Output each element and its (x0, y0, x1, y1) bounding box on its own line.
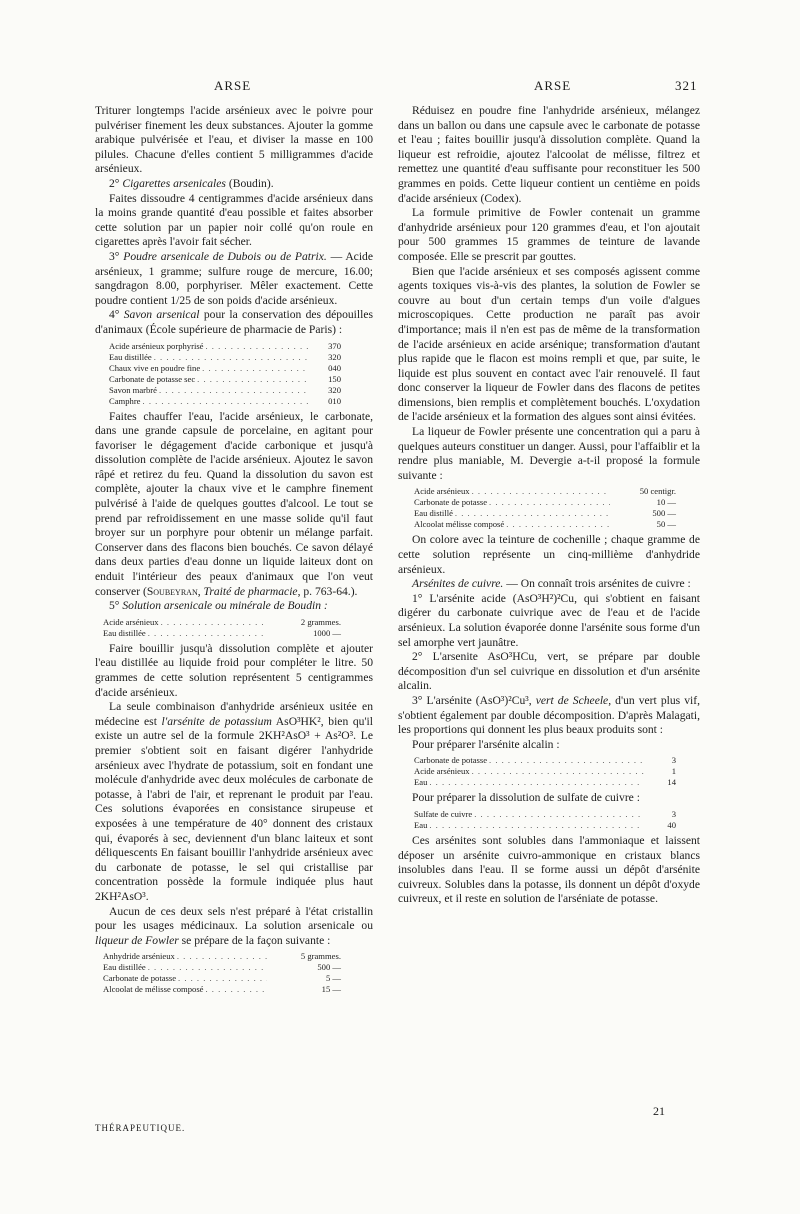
ingredient-name: Carbonate de potasse (414, 497, 488, 508)
ingredient-name: Carbonate de potasse (103, 973, 177, 984)
recipe-table (414, 486, 676, 530)
section-text: — Acide arsénieux, 1 gramme; sulfure rouge de mercure, 16.00; sangdragon 8.00, porphyriser. Mêler exactement. Cette poudre contient 1/25 de son poids d'acide arsénieux. (95, 249, 373, 307)
table-row (414, 519, 676, 530)
paragraph: Faites dissoudre 4 centigrammes d'acide arsénieux dans la moins grande quantité d'eau possible et faites absorber cette solution par un papier noir collé qu'on roule en cigarettes après l'avoir fait sécher. (95, 191, 373, 249)
ingredient-amount: 2 grammes. (300, 616, 341, 627)
ingredient-amount: 50 — (656, 519, 676, 530)
table-row (109, 341, 341, 352)
ingredient-amount: 40 (667, 819, 676, 830)
ingredient-amount: 15 — (321, 984, 341, 995)
right-column (398, 104, 700, 907)
ingredient-name: Acide arsénieux (103, 616, 159, 627)
paragraph: Arsénites de cuivre. — On connaît trois arsénites de cuivre : (412, 577, 691, 591)
section-title: Cigarettes arsenicales (122, 176, 226, 190)
ingredient-name: Eau (414, 777, 428, 788)
ingredient-name: Sulfate de cuivre (414, 808, 473, 819)
ingredient-name: Savon marbré (109, 384, 157, 395)
ingredient-amount: 50 centigr. (639, 486, 676, 497)
ingredient-amount: 1000 — (313, 627, 341, 638)
table-row (103, 984, 341, 995)
emphasis: l'arsénite de potassium (161, 714, 272, 728)
section-title: Savon arsenical (123, 308, 200, 322)
paragraph: Ces arsénites sont solubles dans l'ammoniaque et laissent déposer un arsénite cuivro-ammonique en cristaux blancs insolubles dans l'eau. Il se forme aussi un dépôt d'arsénite cuivreux. Solubles dans la potasse, ils donnent un dépôt d'oxyde cuivreux, et il reste en solution de l'arséniate de potasse. (398, 833, 700, 906)
ingredient-name: Camphre (109, 395, 141, 406)
ingredient-name: Eau distillé (414, 508, 453, 519)
paragraph: Faire bouillir jusqu'à dissolution complète et ajouter l'eau distillée au liquide froid pour compléter le litre. 50 grammes de cette solution représentent 5 centigrammes d'acide arsénieux. (95, 641, 373, 699)
table-row (109, 352, 341, 363)
table-row (414, 486, 676, 497)
left-column (95, 104, 373, 998)
table-row (414, 755, 676, 766)
ingredient-amount: 3 (671, 755, 676, 766)
paragraph: 3° L'arsénite (AsO³)²Cu³, vert de Scheele, d'un vert plus vif, s'obtient également par double décomposition. D'après Malagati, les proportions qui donnent les plus beaux produits sont : (398, 693, 700, 737)
citation-author: Soubeyran (146, 584, 198, 598)
ingredient-amount: 500 — (317, 962, 341, 973)
emphasis: liqueur de Fowler (95, 933, 179, 947)
ingredient-amount: 320 (328, 351, 341, 362)
recipe-table (103, 951, 341, 995)
section-heading (95, 177, 373, 192)
ingredient-name: Carbonate de potasse (414, 755, 488, 766)
ingredient-amount: 500 — (652, 508, 676, 519)
section-number: 2° (109, 176, 120, 190)
ingredient-name: Acide arsénieux (414, 486, 470, 497)
ingredient-amount: 10 — (656, 497, 676, 508)
citation-work: Traité de pharmacie (203, 584, 298, 598)
table-row (414, 497, 676, 508)
table-row (414, 777, 676, 788)
ingredient-name: Chaux vive en poudre fine (109, 362, 201, 373)
recipe-table (103, 617, 341, 639)
table-row (414, 766, 676, 777)
recipe-table (109, 341, 341, 407)
paragraph: La seule combinaison d'anhydride arsénieux usitée en médecine est l'arsénite de potassium AsO³HK², bien qu'il existe un autre sel de la formule 2KH²AsO³ + As²O³. Le premier s'obtient soit en faisant digérer l'anhydride arsénieux avec l'hydrate de potassium, soit en fondant une molécule d'anhydride avec deux molécules de carbonate de potasse, à l'abri de l'air, et reprenant le produit par l'eau. Ces solutions évaporées en consistance sirupeuse et exposées à une température de 40° donnent des cristaux qui, évaporés à sec, deviennent d'un blanc laiteux et sont déliquescents En faisant bouillir l'anhydride arsénieux avec du carbonate de potasse, le sel qui cristallise par concentration possède la formule indiquée plus haut 2KH²AsO³. (95, 700, 373, 903)
ingredient-amount: 010 (328, 395, 341, 406)
paragraph: Pour préparer la dissolution de sulfate de cuivre : (412, 791, 640, 805)
recipe-table (414, 809, 676, 831)
section-text: pour la conservation des dépouilles d'animaux (École supérieure de pharmacie de Paris) : (95, 308, 373, 336)
table-row (414, 820, 676, 831)
table-row (109, 385, 341, 396)
section-title: Poudre arsenicale de Dubois ou de Patrix. (123, 249, 327, 263)
paragraph: Triturer longtemps l'acide arsénieux avec le poivre pour pulvériser finement les deux substances. Ajouter la gomme arabique pulvérisée et l'eau, et diviser la masse en 100 pilules. Chacune d'elles contient 5 milligrammes d'acide arsénieux. (95, 104, 373, 176)
ingredient-amount: 14 (667, 777, 676, 788)
table-row (414, 508, 676, 519)
ingredient-name: Eau distillée (109, 351, 152, 362)
table-row (414, 809, 676, 820)
paragraph: Réduisez en poudre fine l'anhydride arsénieux, mélangez dans un ballon ou dans une capsule avec le carbonate de potasse et l'eau ; faites bouillir jusqu'à dissolution complète. Quand la liqueur est refroidie, ajoutez l'alcoolat de mélisse, filtrez et remettez une quantité d'eau suffisante pour reconstituer les 500 grammes en poids. Cette liqueur contient un centième en poids d'acide arsénieux (Codex). (398, 104, 700, 205)
paragraph: 2° L'arsenite AsO³HCu, vert, se prépare par double décomposition d'un sel cuivrique en dissolution et d'un arsénite alcalin. (398, 650, 700, 693)
signature-mark: 21 (653, 1104, 665, 1118)
left-running-head: ARSE (214, 78, 252, 93)
ingredient-name: Eau distillée (103, 627, 146, 638)
ingredient-amount: 5 — (325, 973, 341, 984)
section-heading (95, 599, 373, 614)
section-title: Solution arsenicale ou minérale de Boudin : (122, 599, 328, 613)
ingredient-name: Alcoolat mélisse composé (414, 519, 505, 530)
section-number: 3° (109, 249, 120, 263)
ingredient-amount: 3 (671, 808, 676, 819)
paragraph: Pour préparer l'arsénite alcalin : (412, 737, 560, 751)
ingredient-name: Anhydride arsénieux (103, 951, 175, 962)
section-source: (Boudin). (228, 176, 274, 190)
table-row (103, 628, 341, 639)
paragraph: Aucun de ces deux sels n'est préparé à l'état cristallin pour les usages médicinaux. La solution arsenicale ou liqueur de Fowler se prépare de la façon suivante : (95, 904, 373, 947)
printer-signature: THÉRAPEUTIQUE. (95, 1123, 186, 1133)
recipe-table (414, 755, 676, 788)
paragraph: Faites chauffer l'eau, l'acide arsénieux, le carbonate, dans une grande capsule de porcelaine, en agitant pour favoriser le dégagement d'acide carbonique et jusqu'à dissolution complète de l'acide arsénieux. Ajoutez le savon râpé et retirez du feu. Quand la dissolution du savon est complète, ajouter la chaux vive et le camphre finement pulvérisé à l'aide de quelques gouttes d'alcool. Le tout se prend par refroidissement en une masse solide qu'il faut broyer sur un porphyre pour obtenir un mélange parfait. Conserver dans des flacons bien bouchés. Ce savon délayé dans deux parties d'eau donne un liquide laiteux dont on enduit l'intérieur des peaux d'animaux que l'on veut conserver (Soubeyran, Traité de pharmacie, p. 763-64.). (95, 409, 373, 598)
table-row (103, 962, 341, 973)
table-row (109, 396, 341, 407)
emphasis: vert de Scheele (535, 693, 609, 707)
section-paragraph (95, 250, 373, 308)
paragraph: La liqueur de Fowler présente une concentration qui a paru à quelques auteurs constituer un danger. Aussi, pour l'affaiblir et la rendre plus maniable, M. Devergie a-t-il proposé la formule suivante : (398, 425, 700, 482)
ingredient-amount: 320 (328, 384, 341, 395)
paragraph: 1° L'arsénite acide (AsO³H²)²Cu, qui s'obtient en faisant digérer du carbonate cuivrique avec de l'eau et de l'acide arsénieux. La solution évaporée donne l'arsénite sous forme d'un sel amorphe vert jaunâtre. (398, 591, 700, 649)
ingredient-amount: 150 (328, 373, 341, 384)
ingredient-amount: 370 (328, 340, 341, 351)
ingredient-name: Eau distillée (103, 962, 146, 973)
paragraph: On colore avec la teinture de cochenille ; chaque gramme de cette solution représente un cinq-millième d'anhydride arsénieux. (398, 533, 700, 576)
section-number: 4° (109, 308, 120, 322)
paragraph: Bien que l'acide arsénieux et ses composés agissent comme agents toxiques vis-à-vis des plantes, la solution de Fowler se couvre au bout d'un certain temps d'un voile d'algues microscopiques. Cette production ne paraît pas avoir d'importance; mais il n'en est pas de même de la transformation de l'acide arsénieux en acide arsénique; transformation d'autant plus rapide que le flacon est moins rempli et que, par suite, le liquide est plus souvent en contact avec l'air renouvelé. Il faut donc conserver la liqueur de Fowler dans des flacons de petites dimensions, bien remplis et complètement bouchés. L'oxydation de l'acide arsénieux et la formation des algues sont ainsi évitées. (398, 264, 700, 424)
ingredient-name: Acide arsénieux porphyrisé (109, 340, 204, 351)
ingredient-name: Alcoolat de mélisse composé (103, 984, 204, 995)
table-row (109, 363, 341, 374)
ingredient-name: Eau (414, 819, 428, 830)
ingredient-name: Acide arsénieux (414, 766, 470, 777)
ingredient-amount: 040 (328, 362, 341, 373)
right-running-head: ARSE (534, 78, 572, 93)
table-row (109, 374, 341, 385)
section-number: 5° (109, 599, 120, 613)
page-number: 321 (675, 78, 698, 93)
ingredient-name: Carbonate de potasse sec (109, 373, 196, 384)
section-paragraph (95, 308, 373, 337)
ingredient-amount: 1 (671, 766, 676, 777)
ingredient-amount: 5 grammes. (300, 951, 341, 962)
paragraph: La formule primitive de Fowler contenait un gramme d'anhydride arsénieux pour 120 grammes d'eau, et l'on ajoutait pour 500 grammes 15 grammes de teinture de lavande composée. Elle se prescrit par gouttes. (398, 206, 700, 263)
table-row (103, 951, 341, 962)
table-row (103, 617, 341, 628)
table-row (103, 973, 341, 984)
section-title: Arsénites de cuivre. (412, 577, 504, 591)
